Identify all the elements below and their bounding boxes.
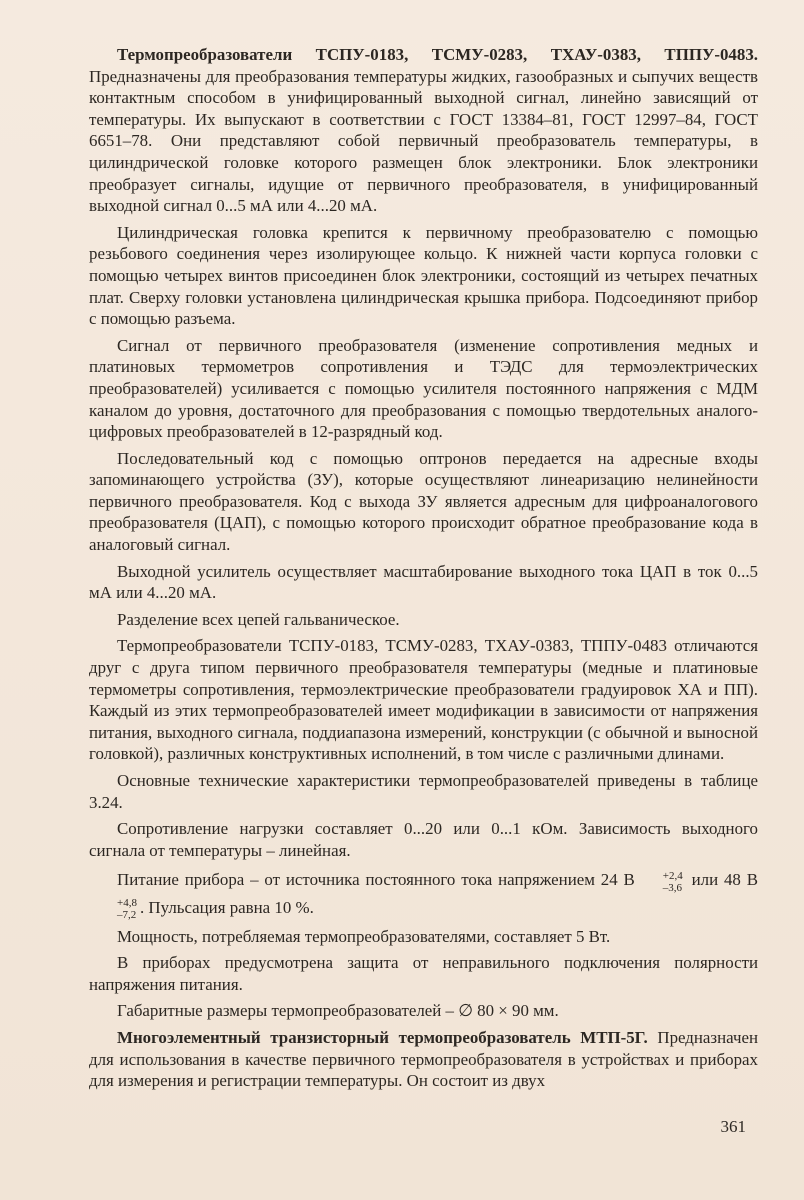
tolerance-48v: [89, 897, 137, 921]
paragraph-table-ref: Основные технические характеристики термопреобразователей приведены в таблице 3.24.: [89, 771, 758, 812]
tolerance-48v-minus: –7,2: [117, 908, 137, 921]
paragraph-mtp5g: [89, 1027, 758, 1092]
paragraph-isolation: Разделение всех цепей гальваническое.: [117, 609, 400, 629]
heading-mtp5g: Многоэлементный транзисторный термопреобразователь МТП-5Г.: [117, 1028, 648, 1047]
paragraph-power: [89, 866, 758, 920]
tolerance-24v-plus: +2,4: [662, 869, 683, 882]
paragraph-load: Сопротивление нагрузки составляет 0...20 или 0...1 кОм. Зависимость выходного сигнала от температуры – линейная.: [89, 819, 758, 860]
tolerance-24v: [635, 870, 683, 894]
heading-thermoconverters: Термопреобразователи ТСПУ-0183, ТСМУ-0283, ТХАУ-0383, ТППУ-0483.: [117, 45, 758, 64]
paragraph-consumption: Мощность, потребляемая термопреобразователями, составляет 5 Вт.: [117, 926, 611, 946]
paragraph-protection: В приборах предусмотрена защита от неправильного подключения полярности напряжения питания.: [89, 953, 758, 994]
paragraph-text: Предназначены для преобразования температуры жидких, газообразных и сыпучих веществ контактным способом в унифицированный выходной сигнал, линейно зависящий от температуры. Их выпускают в соответствии с ГОСТ 13384–81, ГОСТ 12997–84, ГОСТ 6651–78. Они представляют собой первичный преобразователь температуры, в цилиндрической головке которого размещен блок электроники. Блок электроники преобразует сигналы, идущие от первичного преобразователя, в унифицированный выходной сигнал 0...5 мА или 4...20 мА.: [89, 66, 758, 216]
paragraph-signal: Сигнал от первичного преобразователя (изменение сопротивления медных и платиновых термометров сопротивления и ТЭДС для термоэлектрических преобразователей) усиливается с помощью усилителя постоянного напряжения с МДМ каналом до уровня, достаточного для преобразования с помощью твердотельных аналого-цифровых преобразователей в 12-разрядный код.: [89, 335, 758, 442]
power-text-between: или 48 В: [685, 870, 758, 890]
page-number: 361: [720, 1117, 746, 1136]
paragraph-output-amp: Выходной усилитель осуществляет масштабирование выходного тока ЦАП в ток 0...5 мА или 4...20 мА.: [89, 561, 758, 603]
paragraph-tspu-intro: [89, 44, 758, 217]
paragraph-serial-code: Последовательный код с помощью оптронов передается на адресные входы запоминающего устройства (ЗУ), которые осуществляют линеаризацию нелинейности первичного преобразователя. Код с выхода ЗУ является адресным для цифроаналогового преобразователя (ЦАП), с помощью которого происходит обратное преобразование кода в аналоговый сигнал.: [89, 448, 758, 555]
power-text-after: . Пульсация равна 10 %.: [139, 897, 314, 917]
tolerance-48v-plus: +4,8: [117, 896, 137, 909]
tolerance-24v-minus: –3,6: [662, 881, 683, 894]
paragraph-dimensions: Габаритные размеры термопреобразователей – ∅ 80 × 90 мм.: [117, 1001, 559, 1021]
power-text-before: Питание прибора – от источника постоянного тока напряжением 24 В: [117, 870, 635, 890]
paragraph-head-mount: Цилиндрическая головка крепится к первичному преобразователю с помощью резьбового соединения через изолирующее кольцо. К нижней части корпуса головки с помощью четырех винтов присоединен блок электроники, состоящий из четырех печатных плат. Сверху головки установлена цилиндрическая крышка прибора. Подсоединяют прибор с помощью разъема.: [89, 222, 758, 329]
paragraph-differences: Термопреобразователи ТСПУ-0183, ТСМУ-0283, ТХАУ-0383, ТППУ-0483 отличаются друг с друга типом первичного преобразователя температуры (медные и платиновые термометры сопротивления, термоэлектрические преобразователи градуировок ХА и ПП). Каждый из этих термопреобразователей имеет модификации в зависимости от напряжения питания, выходного сигнала, поддиапазона измерений, конструкции (с обычной и выносной головкой), различных конструктивных исполнений, в том числе с различными длинами.: [89, 636, 758, 764]
paragraph-text: Предназначен для использования в качестве первичного термопреобразователя в устройствах и приборах для измерения и регистрации температуры. Он состоит из двух: [89, 1028, 758, 1091]
